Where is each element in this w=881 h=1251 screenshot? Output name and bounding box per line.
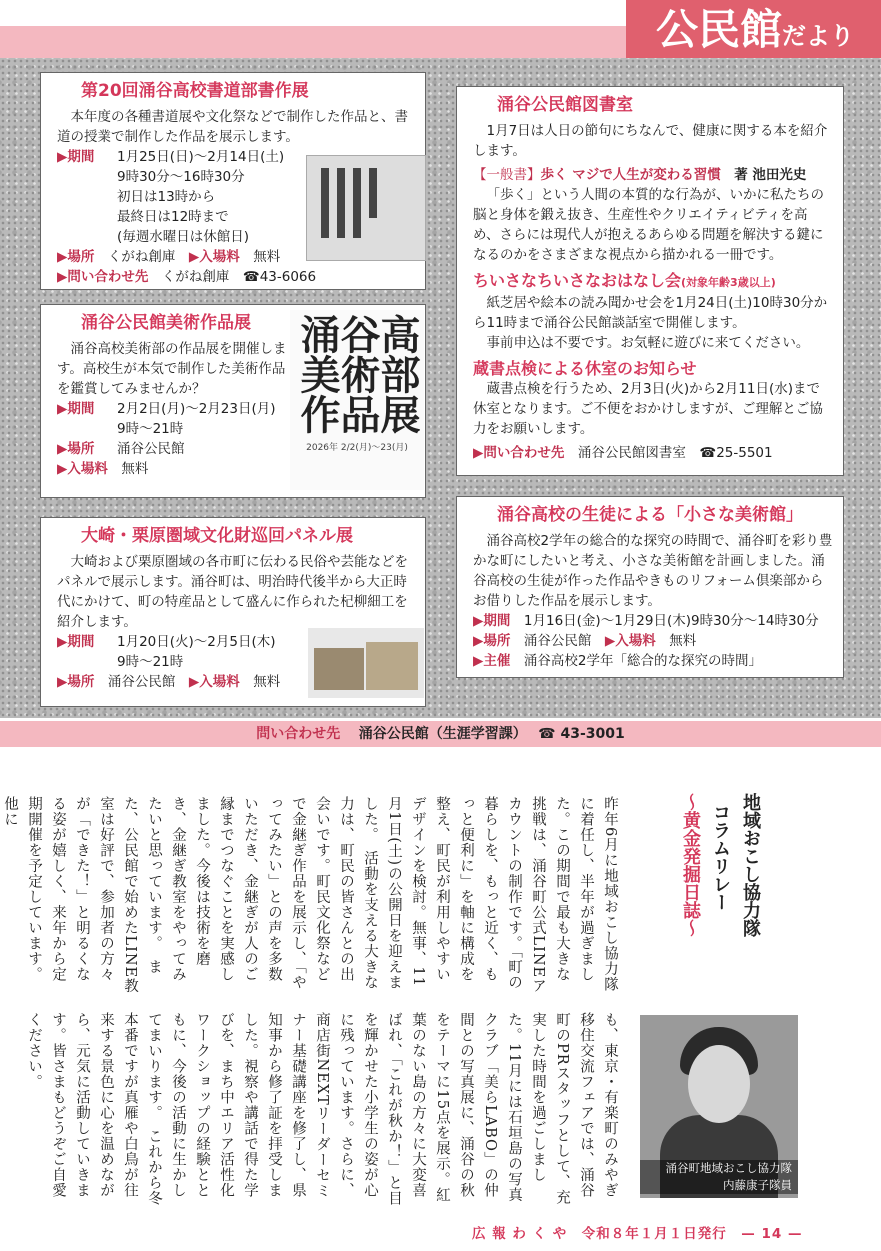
- footer: 広 報 わ く や 令和８年１月１日発行 — 14 —: [472, 1226, 803, 1242]
- host-value: 涌谷高校2学年「総合的な探究の時間」: [523, 653, 762, 669]
- period-line: 初日は13時から: [117, 189, 216, 205]
- place-value: くがね創庫: [107, 249, 176, 265]
- book-description: 「歩く」という人間の本質的な行為が、いかに私たちの脳と身体を鍛え抜き、生産性やクリエイティビティを高め、さらには現代人が抱えるあらゆる問題を解決する鍵になるのかをさまざまな視点から描かれる一冊です。: [473, 187, 824, 263]
- fee-value: 無料: [669, 633, 697, 649]
- fee-value: 無料: [121, 461, 149, 477]
- fee-value: 無料: [253, 674, 281, 690]
- poster-col: 涌美作: [294, 314, 341, 434]
- place-value: 涌谷公民館: [117, 441, 185, 457]
- period-value: 1月16日(金)～1月29日(木)9時30分～14時30分: [523, 613, 819, 629]
- poster-title: [290, 314, 424, 434]
- contact-tel: ☎ 43-3001: [538, 726, 625, 742]
- contact-label: 問い合わせ先: [256, 726, 341, 742]
- period-line: 最終日は12時まで: [117, 209, 229, 225]
- book-author: 著 池田光史: [734, 167, 807, 183]
- story-text-2: 事前申込は不要です。お気軽に遊びに来てください。: [486, 335, 810, 351]
- calligraphy-photo: [306, 155, 426, 261]
- period-line: (毎週水曜日は休館日): [117, 229, 250, 245]
- wicker-craft-photo: [308, 628, 424, 698]
- box-title: 涌谷公民館図書室: [497, 95, 633, 115]
- period-line: 9時～21時: [117, 421, 184, 437]
- column-title-2: コラムリレー: [710, 803, 731, 911]
- period-lines: [117, 147, 307, 247]
- box-title: 大崎・栗原圏域文化財巡回パネル展: [81, 526, 353, 546]
- contact-bar: [0, 721, 881, 747]
- column-title-3: ～黄金発掘日誌～: [680, 793, 701, 937]
- place-value: 涌谷公民館: [107, 674, 176, 690]
- story-text: 紙芝居や絵本の読み聞かせ会を1月24日(土)10時30分から11時まで涌谷公民館談話室で開催します。: [473, 295, 828, 331]
- label-place: ▶場所: [473, 633, 511, 649]
- period-line: 2月2日(月)～2月23日(月): [117, 401, 276, 417]
- column-title-1: 地域おこし協力隊: [740, 793, 761, 937]
- box-intro: 1月7日は人日の節句にちなんで、健康に関する本を紹介します。: [473, 123, 828, 159]
- label-period: ▶期間: [57, 401, 95, 417]
- label-fee: ▶入場料: [188, 249, 240, 265]
- column-heading: [645, 793, 763, 953]
- label-contact: ▶問い合わせ先: [473, 445, 565, 461]
- label-contact: ▶問い合わせ先: [57, 269, 149, 285]
- contact-value: くがね創庫 ☎43-6066: [161, 269, 317, 285]
- label-fee: ▶入場料: [188, 674, 240, 690]
- closed-text: 蔵書点検を行うため、2月3日(火)から2月11日(水)まで休室となります。ご不便をおかけしますが、ご理解とご協力をお願いします。: [473, 381, 823, 437]
- label-fee: ▶入場料: [604, 633, 656, 649]
- label-place: ▶場所: [57, 249, 95, 265]
- column-text-bottom: も、東京・有楽町のみやぎ移住交流フェアでは、涌谷町のPRスタッフとして、充実した時間を過ごしました。11月には石垣島の写真クラブ「美らLABO」の仲間との写真展に、涌谷の秋をテーマに15点を展示。紅葉のない島の方々に大変喜ばれ、「これが秋か！」と目を輝かせた小学生の姿が心に残っています。さらに、商店街NEXTリーダーセミナー基礎講座を修了し、県知事から修了証を拝受しました。視察や講話で得た学びを、まち中エリア活性化ワークショップの経験とともに、今後の活動に生かしてまいります。 これから冬本番ですが真雁や白鳥が往来する景色に心を温めながら、元気に活動していきます。皆さまもどうぞご自愛ください。: [26, 1012, 618, 1207]
- story-title: ちいさなちいさなおはなし会(対象年齢3歳以上): [473, 271, 776, 290]
- period-line: 1月20日(火)～2月5日(木): [117, 634, 276, 650]
- label-period: ▶期間: [57, 149, 95, 165]
- poster-col: 谷術品: [334, 314, 381, 434]
- label-place: ▶場所: [57, 674, 95, 690]
- box-intro: 大崎および栗原圏域の各市町に伝わる民俗や芸能などをパネルで展示します。涌谷町は、明治時代後半から大正時代にかけて、町の特産品として盛んに作られた杞柳細工を紹介します。: [57, 554, 408, 630]
- label-host: ▶主催: [473, 653, 511, 669]
- book-tag: 【一般書】: [473, 167, 541, 183]
- box-title: 第20回涌谷高校書道部書作展: [81, 81, 309, 101]
- art-exhibit-poster: [290, 310, 424, 490]
- library-box: [456, 86, 844, 476]
- box-intro: 本年度の各種書道展や文化祭などで制作した作品と、書道の授業で制作した作品を展示します。: [57, 109, 408, 145]
- period-lines: [117, 632, 276, 672]
- period-line: 1月25日(日)～2月14日(土): [117, 149, 285, 165]
- period-line: 9時30分～16時30分: [117, 169, 245, 185]
- poster-col: 高部展: [374, 314, 421, 434]
- book-title: 歩く マジで人生が変わる習慣: [540, 167, 721, 183]
- contact-org: 涌谷公民館（生涯学習課）: [358, 726, 520, 742]
- box-title: 涌谷公民館美術作品展: [81, 313, 251, 333]
- page-title: 公民館だより: [626, 0, 881, 60]
- photo-caption: 涌谷町地域おこし協力隊 内藤康子隊員: [640, 1160, 798, 1194]
- label-fee: ▶入場料: [57, 461, 108, 477]
- column-text-top: 昨年6月に地域おこし協力隊に着任し、半年が過ぎました。この期間で最も大きな挑戦は、涌谷町公式LINEアカウントの制作です。「町の暮らしを、もっと近く、もっと便利に」を軸に構成を整え、町民が利用しやすいデザインを検討。無事、11月1日(土)の公開日を迎えました。 活動を支える大きな力は、町民の皆さんとの出会いです。町民文化祭などで金継ぎ作品を展示し、「やってみたい」との声を多数いただき、金継ぎが人のご縁までつなぐことを実感しました。今後は技術を磨き、金継ぎ教室をやってみたいと思っています。 また、公民館で始めたLINE教室は好評で、参加者の方々が「できた！」と明るくなる姿が嬉しく、来年から定期開催を予定しています。他に: [2, 796, 618, 994]
- label-period: ▶期間: [57, 634, 95, 650]
- label-place: ▶場所: [57, 441, 95, 457]
- place-value: 涌谷公民館: [523, 633, 592, 649]
- period-lines: [117, 399, 276, 439]
- contact-value: 涌谷公民館図書室 ☎25-5501: [577, 445, 773, 461]
- header-bar: [0, 26, 640, 58]
- box-title: 涌谷高校の生徒による「小さな美術館」: [497, 505, 803, 525]
- member-photo: [640, 1015, 798, 1198]
- closed-title: 蔵書点検による休室のお知らせ: [473, 359, 697, 378]
- poster-date: 2026年 2/2(月)～23(月): [306, 443, 408, 453]
- small-museum-box: [456, 496, 844, 678]
- box-intro: 涌谷高校2学年の総合的な探究の時間で、涌谷町を彩り豊かな町にしたいと考え、小さな美術館を計画しました。涌谷高校の生徒が作った作品やきものリフォーム倶楽部からお借りした作品を展示します。: [473, 533, 833, 609]
- label-period: ▶期間: [473, 613, 511, 629]
- fee-value: 無料: [253, 249, 281, 265]
- box-intro: 涌谷高校美術部の作品展を開催します。高校生が本気で制作した美術作品を鑑賞してみませんか？: [57, 341, 287, 397]
- period-line: 9時～21時: [117, 654, 184, 670]
